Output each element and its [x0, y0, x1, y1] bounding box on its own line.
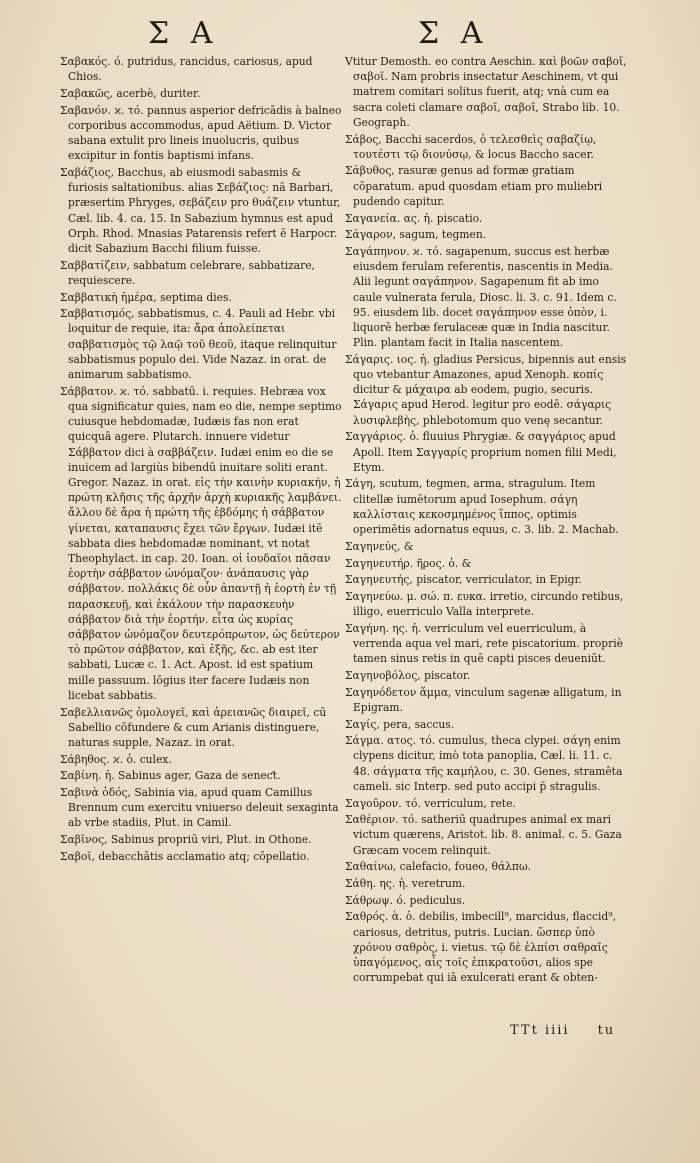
- dictionary-entry: Σαββατικὴ ἡμέρα, septima dies.: [60, 290, 232, 304]
- dictionary-entry: Σαγήνη. ης. ἡ. verriculum vel euerriculum, à verrenda aqua vel mari, rete piscatorium. propriè tamen sinus retis in quē capti pisces deueniūt.: [345, 621, 623, 666]
- running-head-left: Σ A: [148, 16, 219, 51]
- dictionary-entry: Σάγαρις. ιος. ἡ. gladius Persicus, bipennis aut ensis quo vtebantur Amazones, apud Xenoph. κοπίς dicitur & μάχαιρα ab eodem, pugio, securis. Σάγαρις apud Herod. legitur pro eodē. σάγαρις λυσιφλεβὴς, phlebotomum quo venę secantur.: [345, 352, 627, 427]
- dictionary-entry: Σαγανεία. ας. ἡ. piscatio.: [345, 211, 483, 225]
- dictionary-entry: Σαβανόν. ϰ. τό. pannus asperior defricādis à balneo corporibus accommodus, apud Aëtium. D. Victor sabana extulit pro lineis inuolucris, quibus excipitur in fontis baptismi infans.: [60, 103, 342, 163]
- dictionary-entry: Σάγμα. ατος. τό. cumulus, theca clypei. σάγη enim clypens dicitur, imò tota panoplia, Cæl. li. 11. c. 48. σάγματα τῆς καμήλου, c. 30. Genes, stramēta cameli. sic Interp. sed puto accipi p̄ stragulis.: [345, 734, 623, 793]
- dictionary-entry: Σάβυθος, rasuræ genus ad formæ gratiam cōparatum. apud quosdam etiam pro muliebri pudendo capitur.: [345, 164, 603, 208]
- dictionary-entry: Σάγη, scutum, tegmen, arma, stragulum. Item clitellæ iumētorum apud Iosephum. σάγη καλλίσταις κεκοσμημένος ἵππος, optimis operimētis adornatus equus, c. 3. lib. 2. Machab.: [345, 477, 619, 537]
- dictionary-entry: Σαγηνευτής, piscator, verriculator, in Epigr.: [345, 573, 582, 587]
- page-footer: [510, 1023, 615, 1038]
- dictionary-entry: Vtitur Demosth. eo contra Aeschin. καὶ βοῶν σαβοῖ, σαβοῖ. Nam probris insectatur Aeschinem, vt qui matrem comitari solitus fuerit, atq; vnà cum ea sacra coleti clamare σαβοῖ, σαβοῖ, Strabo lib. 10. Geograph.: [345, 55, 627, 129]
- signature-mark: TTt iiii: [510, 1023, 570, 1038]
- dictionary-entry: Σαγηνόδετον ἅμμα, vinculum sagenæ alligatum, in Epigram.: [345, 685, 622, 714]
- dictionary-entry: Σαγάπηνον. ϰ. τό. sagapenum, succus est herbæ eiusdem ferulam referentis, nascentis in Media. Alii legunt σαγάπηνον. Sagapenum fit ab imo caule vulnerata ferula, Diosc. li. 3. c. 91. Idem c. 95. eiusdem lib. docet σαγάπηνον esse ὀπὸν, i. liquorē herbæ ferulaceæ quæ in India nascitur. Plin. plantam facit in Italia nascentem.: [345, 244, 617, 350]
- dictionary-entry: Σαγίς, pera, saccus.: [345, 717, 455, 731]
- dictionary-entry: Σαγγάριος. ὁ. fluuius Phrygiæ. & σαγγάριος apud Apoll. Item Σαγγαρίς proprium nomen filii Medi, Etym.: [345, 430, 617, 474]
- dictionary-entry: Σαθαίνω, calefacio, foueo, θάλπω.: [345, 860, 532, 874]
- dictionary-entry: Σαγηνεύς, &: [345, 539, 414, 553]
- dictionary-entry: Σαθέριον. τό. satheriū quadrupes animal ex mari victum quærens, Aristot. lib. 8. animal. c. 5. Gaza Græcam vocem relinquit.: [345, 813, 622, 857]
- dictionary-entry: Σάβηθος. ϰ. ὁ. culex.: [60, 752, 172, 766]
- dictionary-entry: Σάθρωψ. ό. pediculus.: [345, 893, 466, 907]
- right-column: [345, 54, 627, 987]
- dictionary-entry: Σαβελλιανῶς ὁμολογεῖ, καὶ ἀρειανῶς διαιρεῖ, cū Sabellio cōfundere & cum Arianis distinguere, naturas supple, Nazaz. in orat.: [60, 705, 327, 749]
- dictionary-entry: Σαβακῶς, acerbè, duriter.: [60, 86, 201, 100]
- left-column: [60, 54, 342, 866]
- dictionary-entry: Σαβινὰ ὁδός, Sabinia via, apud quam Camillus Brennum cum exercitu vniuerso deleuit sexaginta ab vrbe stadiis, Plut. in Camil.: [60, 786, 339, 830]
- dictionary-entry: Σαβίνη. ἡ. Sabinus ager, Gaza de seneƈt.: [60, 769, 281, 783]
- dictionary-entry: Σαββατίζειν, sabbatum celebrare, sabbatizare, requiescere.: [60, 258, 315, 287]
- dictionary-entry: Σαθρός. ὰ. ὁ. debilis, imbecill⁹, marcidus, flaccid⁹, cariosus, detritus, putris. Lucian. ὥσπερ ὑπὸ χρόνου σαθρὸς, i. vietus. τῷ δὲ ἐλπίσι σαθραῖς ὑπαγόμενος, αἷς τοῖς ἐπικρατοῦσι, alios spe corrumpebat qui iā exulcerati erant & obten-: [345, 910, 616, 985]
- dictionary-entry: Σάγαρον, sagum, tegmen.: [345, 228, 487, 242]
- dictionary-entry: Σαγοῦρον. τό. verriculum, rete.: [345, 796, 516, 810]
- dictionary-entry: Σάββατον. ϰ. τό. sabbatū. i. requies. Hebræa vox qua significatur quies, nam eo die, nempe septimo cuiusque hebdomadæ, Iudæis fas non erat quicquā agere. Plutarch. innuere videtur Σάββατον dici à σαββάζειν. Iudæi enim eo die se inuicem ad largiùs bibendū inuitare soliti erant. Gregor. Nazaz. in orat. εἰς τὴν καινὴν κυριακήν, ἡ πρώτη κλῆσις τῆς ἀρχῆν ἀρχὴ κυριακῆς λαμβάνει. ἄλλου δὲ ἄρα ἡ πρώτη τῆς ἑβδόμης ἡ σάββατον γίνεται, καταπαυσις ἔχει τῶν ἔργων. Iudæi itē sabbata dies hebdomadæ nominant, vt notat Theophylact. in cap. 20. Ioan. οἱ ἰουδαῖοι πᾶσαν ἑορτὴν σάββατον ὠνόμαζον· ἀνάπαυσις γὰρ σάββατον. πολλάκις δὲ οὖν ἀπαντῇ ἡ ἑορτὴ ἐν τῇ παρασκευῇ, καὶ ἐκάλουν τὴν παρασκευὴν σάββατον διὰ τὴν ἑορτήν. εἶτα ὡς κυρίας σάββατον ὠνόμαζον δευτερόπρωτον, ὡς δεύτερον τὸ πρῶτον σάββατον, καὶ ἑξῆς, &c. ab est iter sabbati, Lucæ c. 1. Act. Apost. id est spatium mille passuum. lōgius iter facere Iudæis non licebat sabbatis.: [60, 384, 342, 702]
- catchword: tu: [597, 1023, 616, 1038]
- running-head-right: Σ A: [418, 16, 489, 51]
- dictionary-entry: Σαβῖνος, Sabinus propriū viri, Plut. in Othone.: [60, 833, 312, 847]
- dictionary-entry: Σαγηνευτήρ. ῆρος. ὁ. &: [345, 556, 472, 570]
- dictionary-entry: Σαβάζιος, Bacchus, ab eiusmodi sabasmis & furiosis saltationibus. alias Σεβάζιος: nā Barbari, præsertim Phryges, σεβάζειν pro θυάζειν vtuntur, Cæl. lib. 4. ca. 15. In Sabazium hymnus est apud Orph. Rhod. Mnasias Patarensis refert ē Harpocr. dicit Sabazium Bacchi filium fuisse.: [60, 165, 341, 255]
- dictionary-entry: Σάβος, Bacchi sacerdos, ὁ τελεσθεὶς σαβαζίῳ, τουτέστι τῷ διονύσῳ, & locus Baccho sacer.: [345, 132, 597, 161]
- dictionary-entry: Σαβακός. ό. putridus, rancidus, cariosus, apud Chios.: [60, 55, 313, 84]
- dictionary-entry: Σαγηνεύω. μ. σώ. π. ευκα. irretio, circundo retibus, illigo, euerriculo Valla interprete.: [345, 589, 624, 619]
- dictionary-entry: Σαβοῖ, debacchātis acclamatio atq; cōpellatio.: [60, 849, 310, 863]
- dictionary-entry: Σαγηνοβόλος, piscator.: [345, 668, 471, 682]
- dictionary-entry: Σαββατισμός, sabbatismus, c. 4. Pauli ad Hebr. vbi loquitur de requie, ita: ἄρα ἀπολείπεται σαββατισμὸς τῷ λαῷ τοῦ θεοῦ, itaque relinquitur sabbatismus populo dei. Vide Nazaz. in orat. de animarum sabbatismo.: [60, 307, 337, 382]
- dictionary-entry: Σάθη. ης. ἡ. veretrum.: [345, 877, 466, 891]
